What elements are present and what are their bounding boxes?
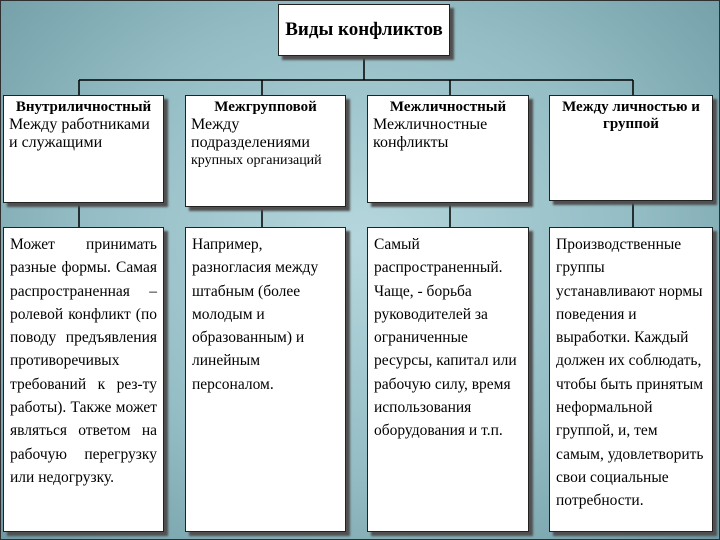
detail-box-intergroup [185, 227, 346, 532]
type-box-interpersonal [367, 95, 529, 203]
type-heading: Межгрупповой [214, 99, 317, 115]
type-subtitle: Между подразделениями [191, 116, 310, 151]
type-subtitle: Межличностные конфликты [373, 116, 488, 151]
detail-text: Например, разногласия между штабным (более молодым и образованным) и линейным персоналом. [192, 236, 319, 393]
type-heading: Межличностный [389, 99, 507, 115]
detail-box-interpersonal [367, 227, 529, 532]
type-heading: Внутриличностный [15, 99, 152, 115]
diagram-title: Виды конфликтов [285, 19, 443, 40]
detail-text: Может принимать разные формы. Самая распространенная – ролевой конфликт (по поводу предъявления противоречивых требований к рез-ту работы). Также может являться ответом на рабочую перегрузку или недогрузку. [10, 236, 157, 486]
type-note: крупных организаций [191, 153, 322, 168]
detail-box-intrapersonal [3, 227, 164, 532]
type-box-intrapersonal [3, 95, 164, 203]
detail-text: Производственные группы устанавливают нормы поведения и выработки. Каждый должен их соблюдать, чтобы быть принятым неформальной группой, и, тем самым, удовлетворить свои социальные потребности. [556, 236, 704, 510]
type-subtitle: Между работниками и служащими [9, 116, 150, 151]
type-box-person-group [549, 95, 713, 201]
detail-box-person-group [549, 227, 713, 532]
diagram-title-box [278, 4, 450, 56]
type-heading: Между личностью и группой [562, 99, 700, 132]
detail-text: Самый распространенный. Чаще, - борьба руководителей за ограниченные ресурсы, капитал или рабочую силу, время использования оборудования и т.п. [374, 236, 517, 440]
type-box-intergroup [185, 95, 346, 207]
